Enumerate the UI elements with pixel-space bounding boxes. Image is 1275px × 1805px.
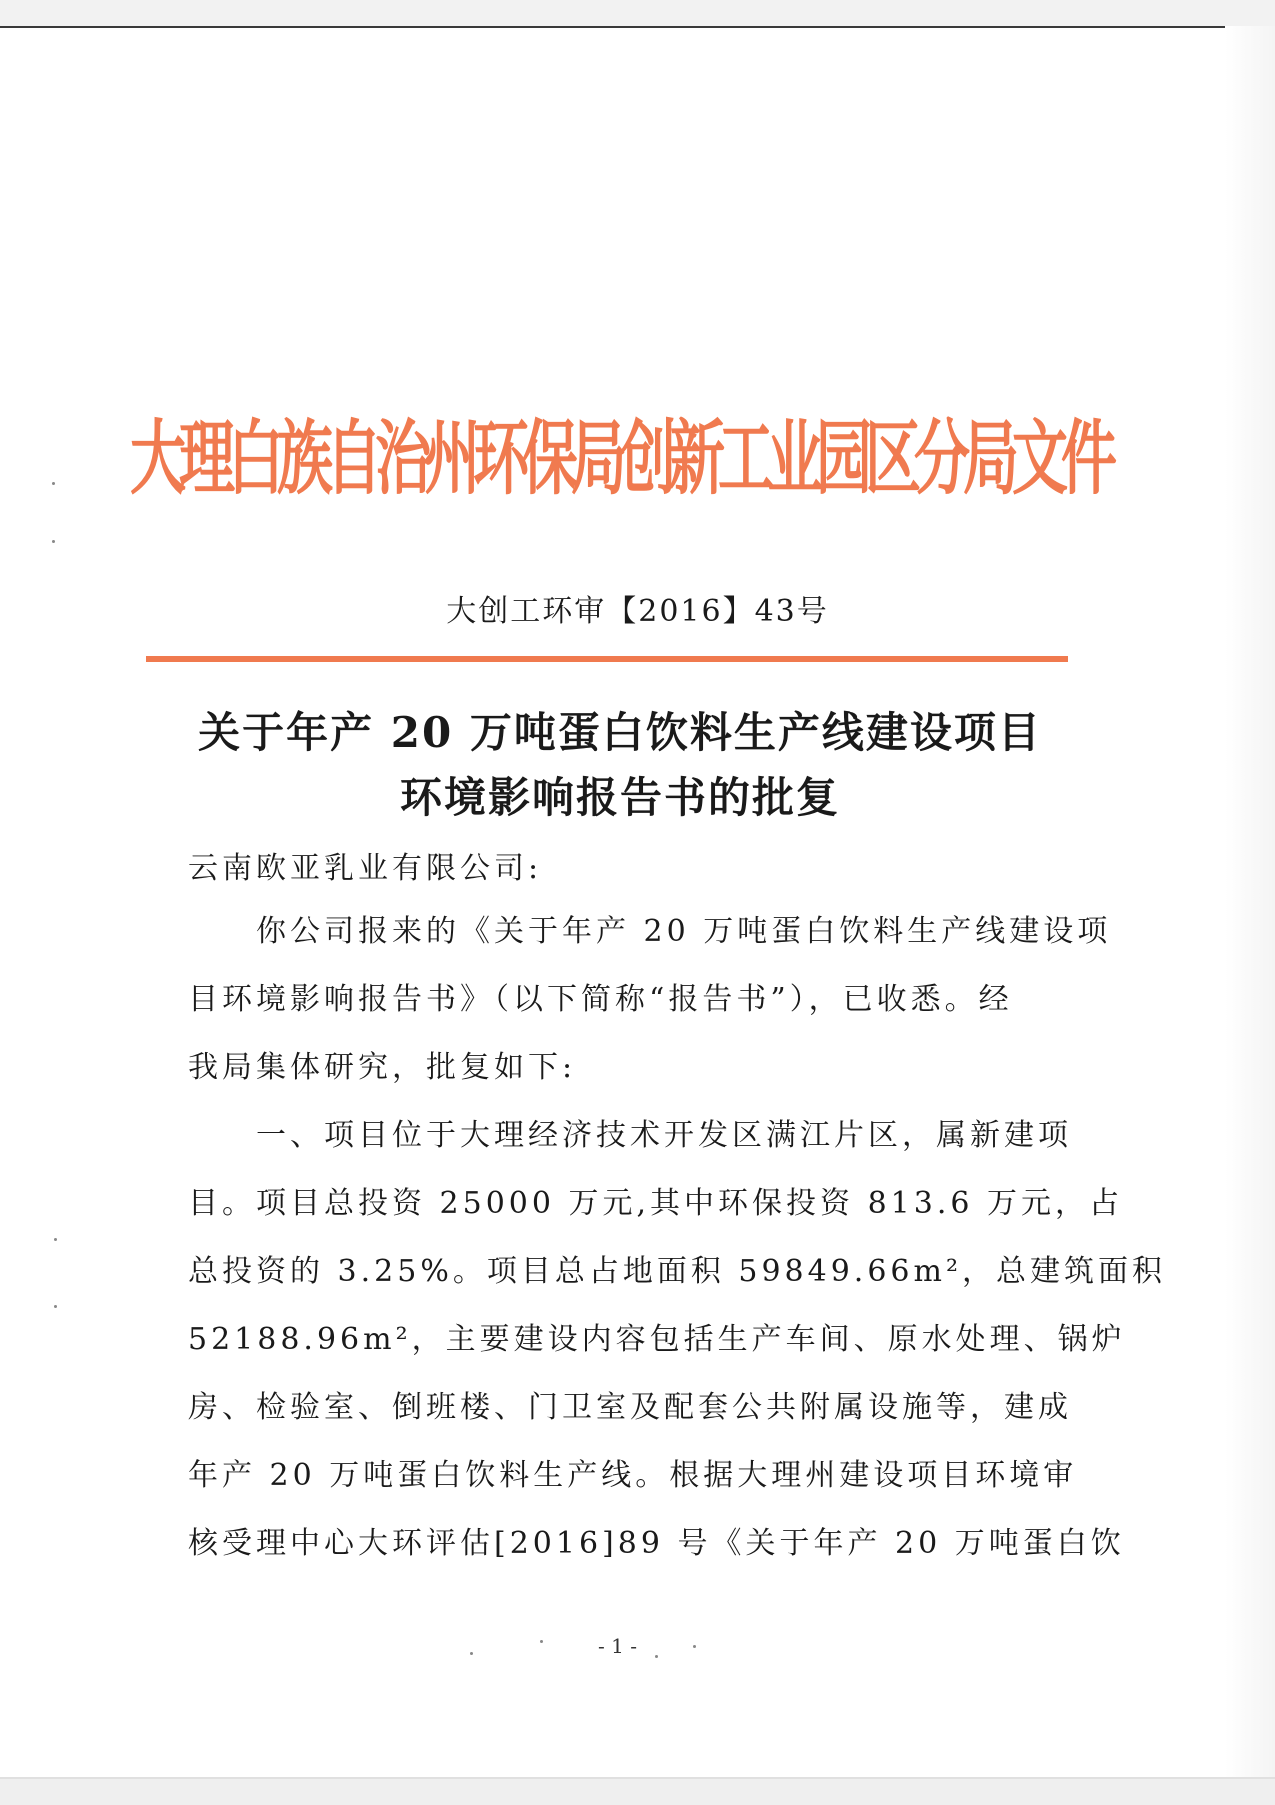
body-line: 目。项目总投资 25000 万元,其中环保投资 813.6 万元，占 [188,1186,1123,1221]
page-number: - 1 - [598,1634,637,1658]
body-line: 总投资的 3.25%。项目总占地面积 59849.66m²，总建筑面积 [188,1254,1166,1289]
body-line: 一、项目位于大理经济技术开发区满江片区，属新建项 [188,1118,1072,1153]
body-line: 目环境影响报告书》（以下简称“报告书”），已收悉。经 [188,982,1013,1017]
scan-speck [54,1305,57,1308]
issuer-red-header: 大理白族自治州环保局创新工业园区分局文件 [130,410,1110,507]
document-body [188,840,1166,1578]
body-line-addressee: 云南欧亚乳业有限公司: [188,851,543,886]
scan-speck [52,540,55,543]
body-line: 年产 20 万吨蛋白饮料生产线。根据大理州建设项目环境审 [188,1458,1078,1493]
body-line: 52188.96m²，主要建设内容包括生产车间、原水处理、锅炉 [188,1322,1126,1357]
scan-speck [54,1238,57,1241]
document-title-line-2: 环境影响报告书的批复 [399,773,840,822]
body-line: 核受理中心大环评估[2016]89 号《关于年产 20 万吨蛋白饮 [188,1526,1125,1561]
scan-right-edge [1225,26,1275,1778]
body-line: 我局集体研究，批复如下: [188,1050,577,1085]
body-line: 房、检验室、倒班楼、门卫室及配套公共附属设施等，建成 [188,1390,1072,1425]
body-line: 你公司报来的《关于年产 20 万吨蛋白饮料生产线建设项 [188,914,1112,949]
scan-top-edge [0,0,1275,28]
document-number: 大创工环审【2016】43号 [446,594,829,629]
scan-speck [52,482,55,485]
red-divider-line [146,656,1068,662]
scan-bottom-edge [0,1777,1275,1805]
document-title-line-1: 关于年产 20 万吨蛋白饮料生产线建设项目 [198,708,1042,757]
